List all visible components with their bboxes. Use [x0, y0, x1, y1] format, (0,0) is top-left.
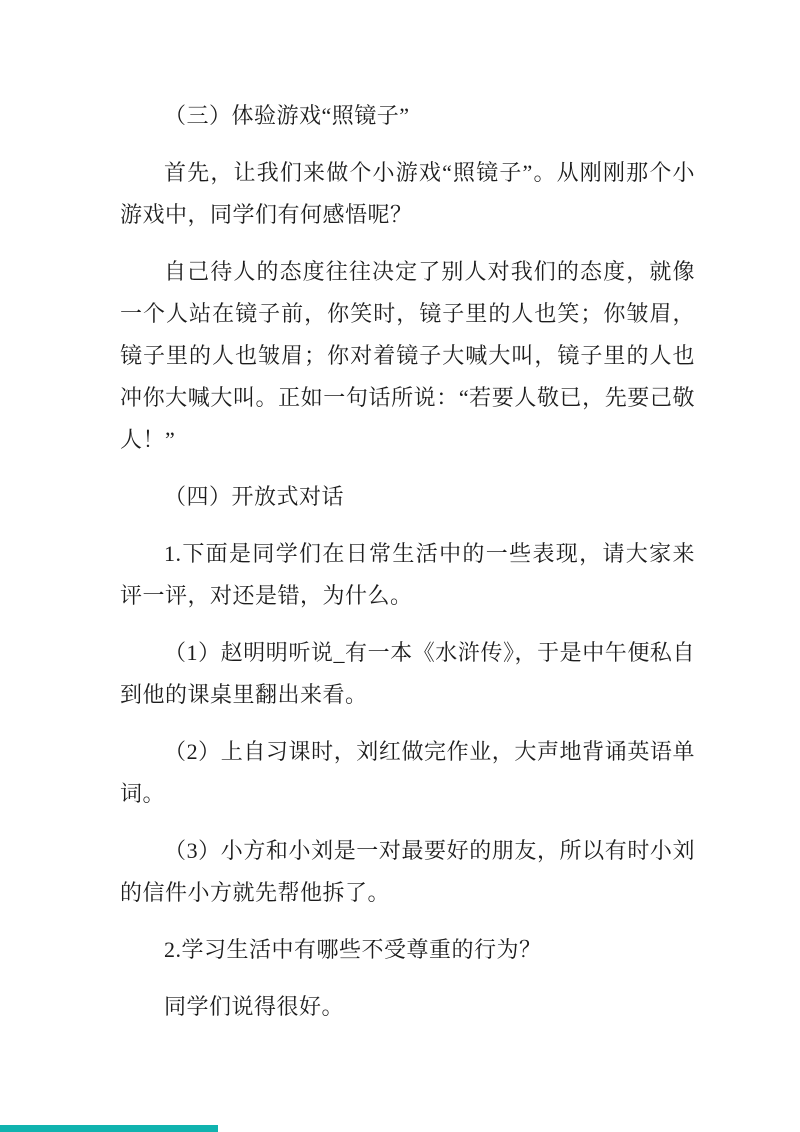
paragraph: （3）小方和小刘是一对最要好的朋友，所以有时小刘的信件小方就先帮他拆了。	[120, 838, 695, 905]
paragraph: 自己待人的态度往往决定了别人对我们的态度，就像一个人站在镜子前，你笑时，镜子里的人也笑；你皱眉，镜子里的人也皱眉；你对着镜子大喊大叫，镜子里的人也冲你大喊大叫。正如一句话所说：“若要人敬已，先要己敬人！”	[120, 259, 695, 452]
paragraph-container	[120, 95, 695, 1028]
paragraph: （1）赵明明听说_有一本《水浒传》，于是中午便私自到他的课桌里翻出来看。	[120, 640, 695, 707]
section-heading: （三）体验游戏“照镜子”	[164, 103, 410, 128]
section-heading: （四）开放式对话	[164, 484, 345, 509]
paragraph: （2）上自习课时，刘红做完作业，大声地背诵英语单词。	[120, 739, 695, 806]
paragraph: 1.下面是同学们在日常生活中的一些表现，请大家来评一评，对还是错，为什么。	[120, 541, 695, 608]
paragraph: 2.学习生活中有哪些不受尊重的行为？	[164, 937, 542, 962]
progress-bar	[0, 1125, 218, 1132]
paragraph: 同学们说得很好。	[164, 994, 345, 1019]
paragraph: 首先，让我们来做个小游戏“照镜子”。从刚刚那个小游戏中，同学们有何感悟呢？	[120, 160, 695, 227]
